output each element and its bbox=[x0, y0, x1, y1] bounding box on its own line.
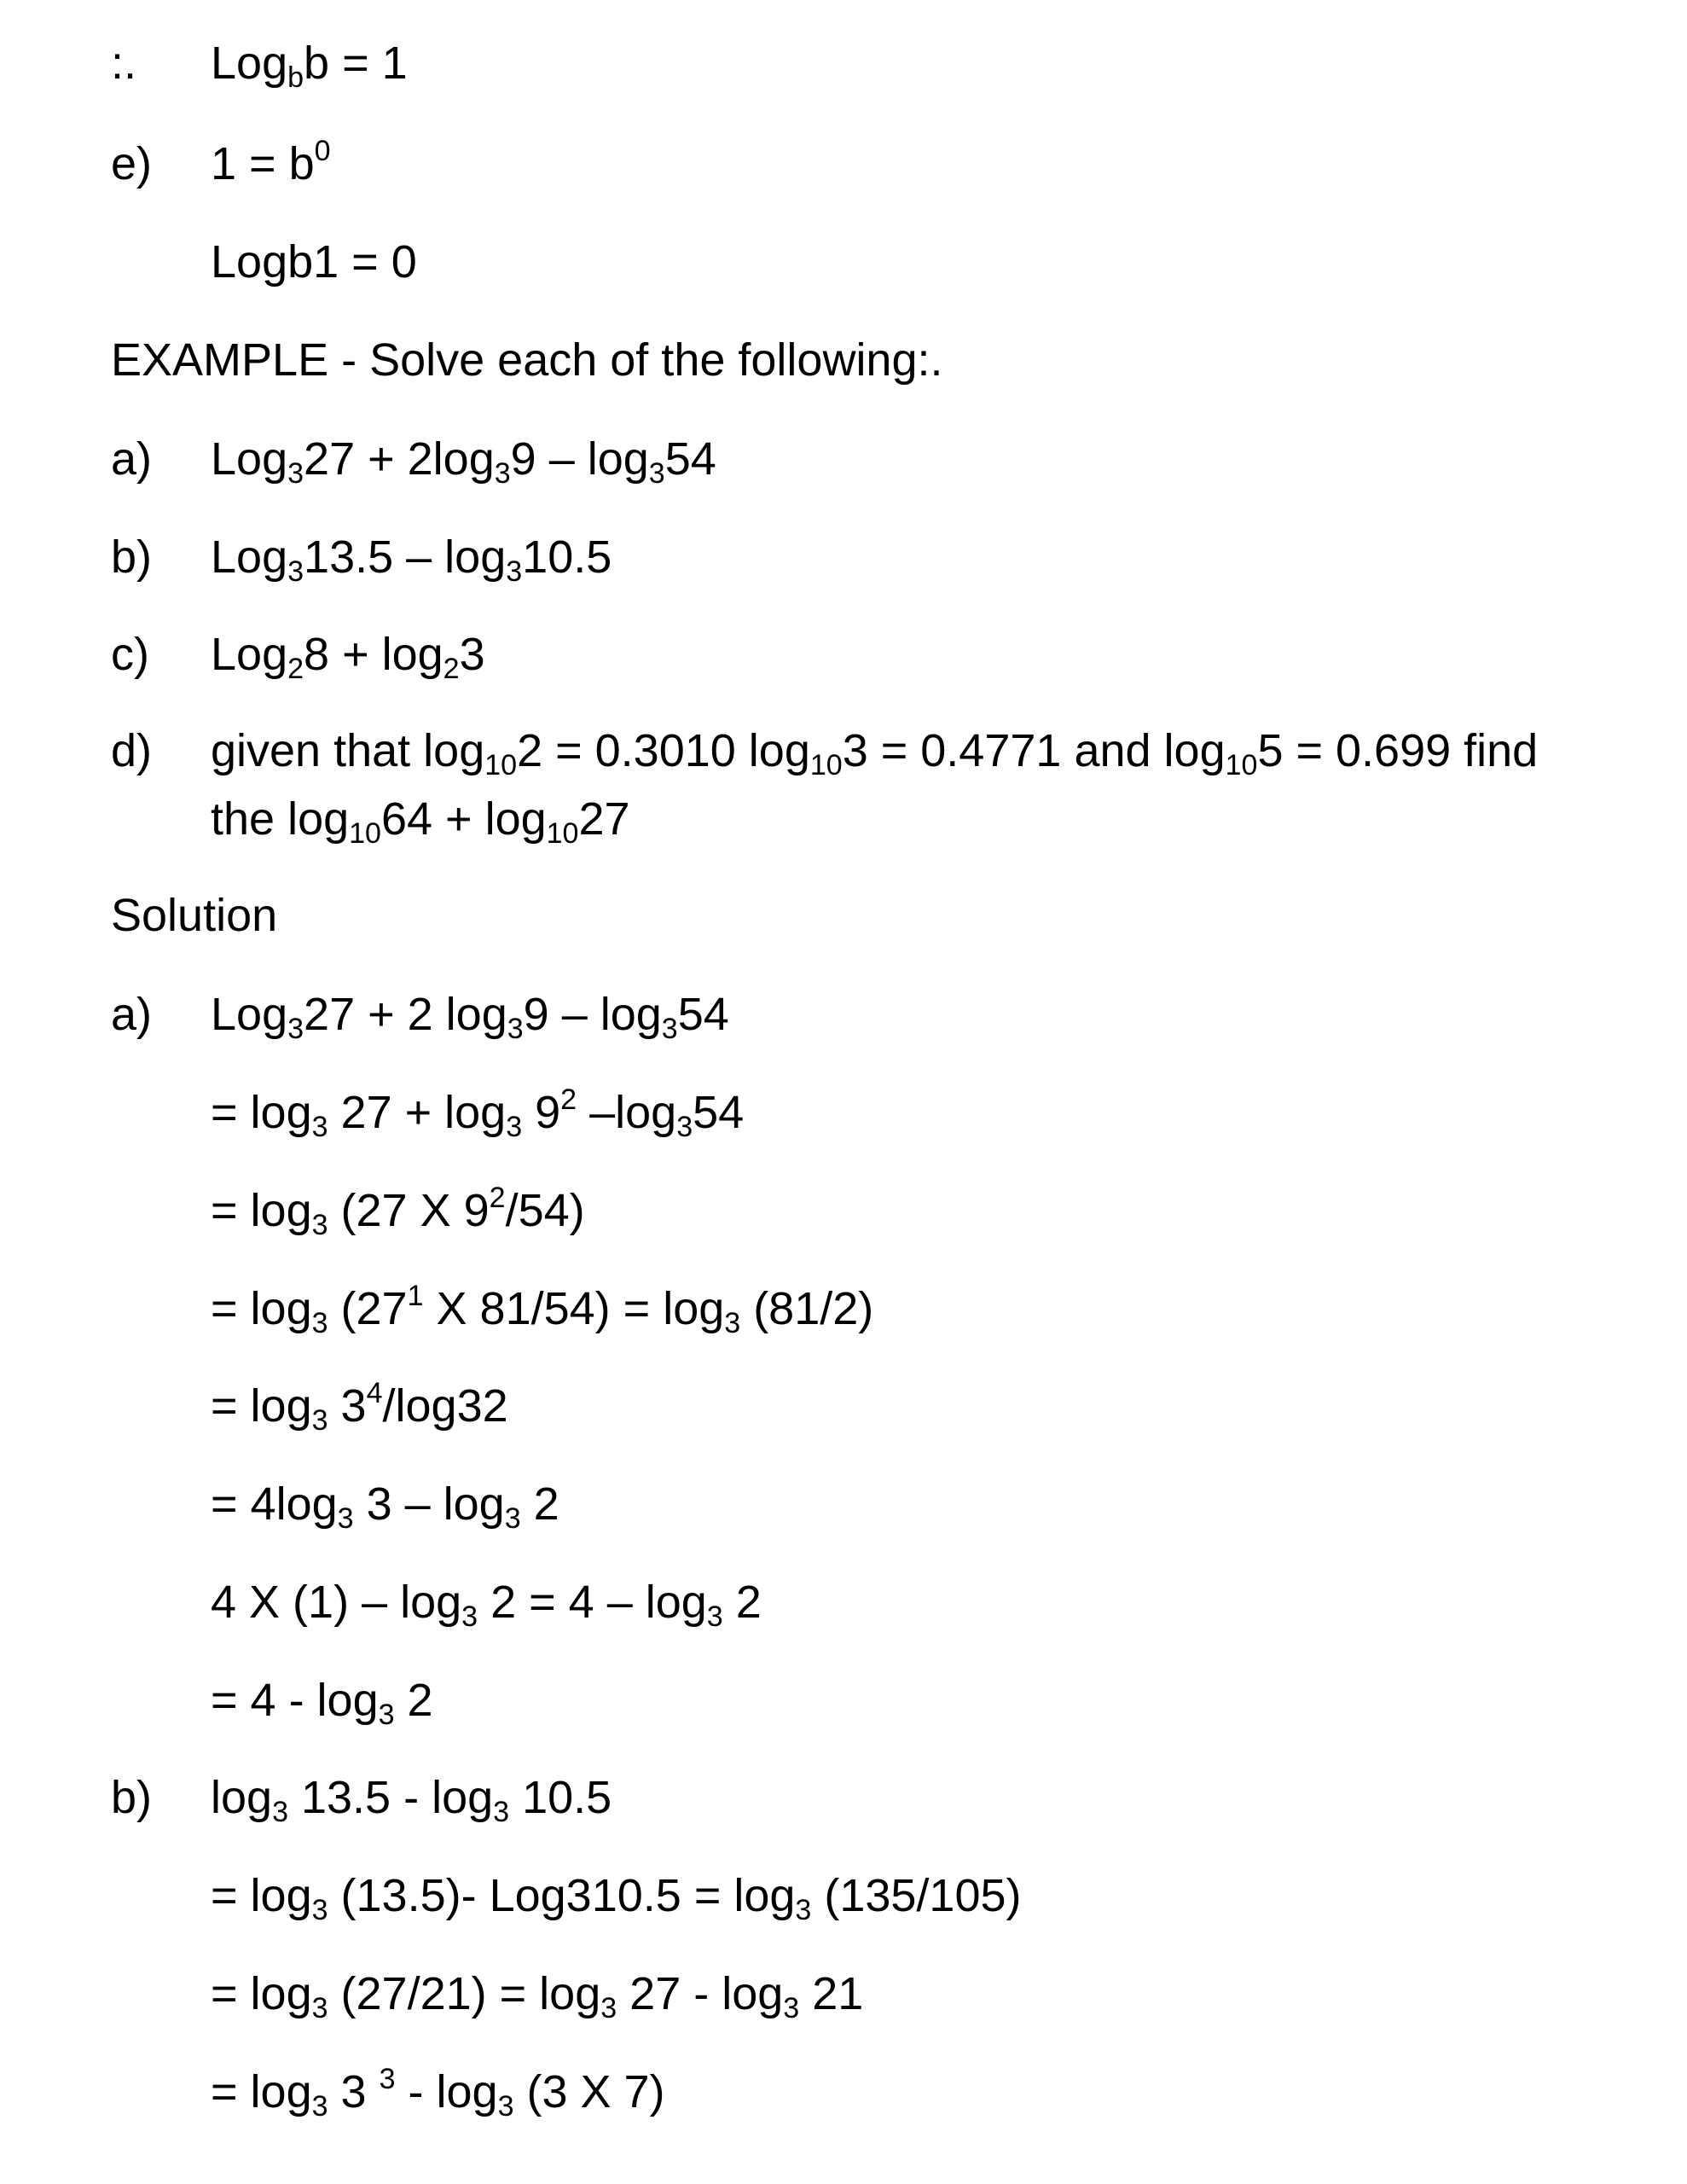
solution-b-step: = $\log_3 (13.5)-$ $Log310.5 = \log_3 (135/105)$ bbox=[211, 1870, 1022, 1926]
identity-b-power-zero: $1 = b^0$ bbox=[211, 135, 331, 189]
solution-a-result: = $4 - \log_3 2$ bbox=[211, 1675, 433, 1731]
example-label-b: b) bbox=[111, 531, 153, 583]
solution-b-step: = $\log_3 3$ $^3 - \log_3 (3$ X 7) bbox=[211, 2063, 665, 2123]
example-a: $Log_327 + 2\log_39 - \log_354$ bbox=[211, 433, 716, 490]
example-b: $Log_313.5 - \log_310.5$ bbox=[211, 531, 612, 588]
solution-b-step: = $\log_3 (27/21) = \log_3 27 - \log_3 21$ bbox=[211, 1968, 864, 2024]
solution-label-a: a) bbox=[111, 989, 153, 1040]
solution-a-step: = $\log_3 (27^1$ X $81/54) = \log_3 (81/2)$ bbox=[211, 1280, 874, 1339]
solution-a-step: = $\log_3 (27$ X $9^2/54$) bbox=[211, 1182, 585, 1241]
example-label-d: d) bbox=[111, 725, 153, 776]
solution-a-step: = $\log_3 3^4/\log 32$ bbox=[211, 1377, 508, 1437]
solution-a-statement: Log$_3$27 + 2 $\log_39 - \log_354$ bbox=[211, 989, 729, 1045]
example-c: $Log_28 + \log_23$ bbox=[211, 629, 485, 685]
solution-a-step: 4 X $(1) - \log_3 2 = 4 - \log_3 2$ bbox=[211, 1577, 762, 1633]
example-label-c: c) bbox=[111, 629, 149, 680]
example-d: given that $\log_{10}2 = 0.3010$ $\log_{10}3 = 0.4771$ and $\log_{10}5 = 0.699$ find the $\log_{10}64 + \log_{10}27$ bbox=[211, 725, 1539, 850]
therefore-mark: :. bbox=[111, 38, 137, 89]
item-label-e: e) bbox=[111, 138, 153, 189]
example-heading: EXAMPLE - Solve each of the following:. bbox=[111, 334, 943, 386]
identity-log-b-1: Logb1 = 0 bbox=[211, 236, 417, 288]
solution-b-statement: $\log_3 13.5 - \log_3 10.5$ bbox=[211, 1772, 612, 1828]
solution-label-b: b) bbox=[111, 1772, 153, 1823]
solution-a-step: = $4\log_3$ $3 - \log_3 2$ bbox=[211, 1478, 559, 1535]
example-label-a: a) bbox=[111, 433, 153, 485]
identity-log-b-b: Log$_b$b = 1 bbox=[211, 38, 408, 94]
solution-heading: Solution bbox=[111, 890, 278, 941]
solution-a-step: = $\log_3 27 + \log_3 9^2$ $-\log_354$ bbox=[211, 1083, 745, 1143]
